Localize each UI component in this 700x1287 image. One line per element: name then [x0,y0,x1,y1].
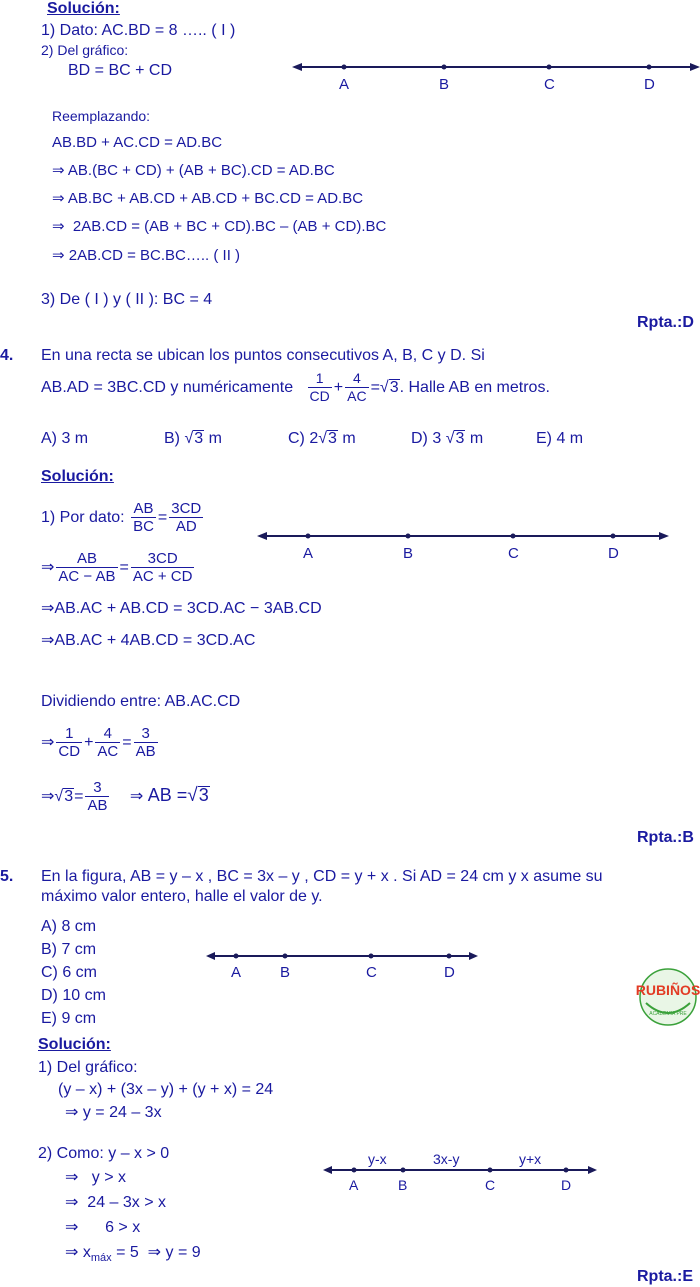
sqrt-icon: √ [445,430,455,447]
right-arrow-icon: ⇒ [65,1244,83,1261]
step-final: ⇒√3= $\frac{3}{AB}$ ⇒ AB =√3 [41,779,209,815]
del-grafico-line: 2) Del gráfico: [41,42,129,58]
fraction-3-ab: $\frac{3}{AB}$ [87,779,108,815]
right-arrow-icon: ⇒ [65,1194,88,1211]
number-line-5a [206,946,478,984]
label-c: C [485,1177,496,1193]
option-e: E) 9 cm [41,1010,97,1027]
label-d: D [644,76,655,93]
y-equation: ⇒ y = 24 – 3x [65,1104,162,1121]
arrow-right-icon [469,952,478,960]
right-arrow-icon: ⇒ [52,247,69,264]
ineq-2: ⇒ 24 – 3x > x [65,1194,167,1211]
answer-5: Rpta.:E [637,1268,693,1285]
fraction-1-cd: $\frac{1}{CD}$ [58,725,81,761]
solucion-heading-3: Solución: [47,0,120,17]
step-divide: ⇒ $\frac{1}{CD}$ + $\frac{4}{AC}$ = $\frac{3}{AB}$ [41,725,156,761]
solucion-heading-4: Solución: [41,468,114,485]
label-d: D [561,1177,572,1193]
logo-sub: ACADEMIA PRE [649,1011,687,1017]
segment-ab-label: y-x [368,1151,387,1167]
right-arrow-icon: ⇒ [65,1104,83,1121]
fraction-ab-bc: $\frac{AB}{BC}$ [133,500,154,536]
equation-3: ⇒ AB.BC + AB.CD + AB.CD + BC.CD = AD.BC [52,190,364,207]
label-a: A [339,76,350,93]
del-grafico-5: 1) Del gráfico: [38,1059,138,1076]
option-c: C) 2√3 m [288,430,356,447]
sqrt-icon: √ [54,788,64,805]
step-simplify: ⇒AB.AC + 4AB.CD = 3CD.AC [41,632,256,649]
right-arrow-icon: ⇒ [52,190,68,207]
conclusion-line: 3) De ( I ) y ( II ): BC = 4 [41,291,213,308]
como-line: 2) Como: y – x > 0 [38,1145,170,1162]
number-line-5b [323,1148,597,1194]
fraction-1-cd: $\frac{1}{CD}$ [309,370,330,405]
arrow-left-icon [292,63,302,71]
right-arrow-icon: ⇒ [41,788,55,805]
label-b: B [280,964,291,981]
label-b: B [439,76,450,93]
arrow-right-icon [588,1166,597,1174]
fraction-4-ac: $\frac{4}{AC}$ [97,725,119,761]
right-arrow-icon: ⇒ [41,559,55,576]
point-c [369,954,374,959]
point-b [283,954,288,959]
label-b: B [403,545,414,562]
right-arrow-icon: ⇒ [65,1219,106,1236]
point-d [447,954,452,959]
ineq-1: ⇒ y > x [65,1169,126,1186]
point-c [511,534,516,539]
option-c: C) 6 cm [41,964,97,981]
answer-3: Rpta.:D [637,314,694,331]
point-a [342,65,347,70]
sqrt-icon: √ [187,785,198,806]
problem-number-4: 4. [0,347,14,364]
equation-2: ⇒ AB.(BC + CD) + (AB + BC).CD = AD.BC [52,162,335,179]
right-arrow-icon: ⇒ [52,162,68,179]
statement-line-2: AB.AD = 3BC.CD y numéricamente $\frac{1}{CD}$ + $\frac{4}{AC}$ =√3. Halle AB en metros. [41,370,550,405]
label-a: A [303,545,314,562]
dividiendo-line: Dividiendo entre: AB.AC.CD [41,693,241,710]
option-d: D) 10 cm [41,987,106,1004]
equation-5: ⇒ 2AB.CD = BC.BC….. ( II ) [52,247,241,264]
ineq-3: ⇒ 6 > x [65,1219,141,1236]
point-a [234,954,239,959]
point-b [442,65,447,70]
right-arrow-icon: ⇒ [65,1169,92,1186]
fraction-ab-ac-ab: $\frac{AB}{AC - AB}$ [58,550,116,586]
arrow-left-icon [206,952,215,960]
arrow-right-icon [659,532,669,540]
step-expand: ⇒AB.AC + AB.CD = 3CD.AC − 3AB.CD [41,600,322,617]
point-a [352,1168,357,1173]
right-arrow-icon: ⇒ [41,600,55,617]
sqrt-icon: √ [318,430,328,447]
solucion-heading-5: Solución: [38,1036,111,1053]
right-arrow-icon: ⇒ [41,734,55,751]
sum-equation: (y – x) + (3x – y) + (y + x) = 24 [58,1081,274,1098]
point-b [406,534,411,539]
sqrt-icon: √ [184,430,194,447]
label-c: C [544,76,555,93]
statement-line-1: En una recta se ubican los puntos consecutivos A, B, C y D. Si [41,347,485,364]
x-max-line: ⇒ $x_{máx} = 5$ ⇒ y = 9 [65,1244,201,1265]
sqrt-icon: √ [379,379,389,396]
dato-line: 1) Dato: AC.BD = 8 ….. ( I ) [41,22,236,39]
right-arrow-icon: ⇒ [147,1244,166,1261]
rubinos-logo-icon [636,965,700,1029]
option-b: B) 7 cm [41,941,97,958]
label-a: A [231,964,242,981]
arrow-right-icon [690,63,700,71]
label-c: C [508,545,519,562]
point-b [401,1168,406,1173]
option-d: D) 3 √3 m [411,430,484,447]
label-b: B [398,1177,408,1193]
label-d: D [444,964,455,981]
point-c [488,1168,493,1173]
point-d [647,65,652,70]
fraction-3-ab: $\frac{3}{AB}$ [135,725,156,761]
label-d: D [608,545,619,562]
statement-5-line-1: En la figura, AB = y – x , BC = 3x – y , CD = y + x . Si AD = 24 cm y x asume su [41,868,603,885]
problem-number-5: 5. [0,868,14,885]
reemplazando-label: Reemplazando: [52,108,151,124]
segment-bc-label: 3x-y [433,1151,460,1167]
right-arrow-icon: ⇒ [52,218,73,235]
fraction-3cd-ac-cd: $\frac{3CD}{AC + CD}$ [132,550,193,586]
point-d [564,1168,569,1173]
segment-cd-label: y+x [519,1151,542,1167]
fraction-4-ac: $\frac{4}{AC}$ [347,370,367,405]
equation-4: ⇒ 2AB.CD = (AB + BC + CD).BC – (AB + CD).BC [52,218,387,235]
arrow-left-icon [257,532,267,540]
point-c [547,65,552,70]
answer-4: Rpta.:B [637,829,694,846]
label-a: A [349,1177,359,1193]
option-a: A) 3 m [41,430,89,447]
logo-name: RUBIÑOS [636,982,700,998]
por-dato-line: 1) Por dato: $\frac{AB}{BC}$ = $\frac{3CD}{AD}$ [41,500,202,536]
bd-equation: BD = BC + CD [68,62,173,79]
fraction-3cd-ad: $\frac{3CD}{AD}$ [171,500,202,536]
label-c: C [366,964,377,981]
equation-1: AB.BD + AC.CD = AD.BC [52,134,223,151]
point-a [306,534,311,539]
point-d [611,534,616,539]
number-line-4 [257,525,669,563]
arrow-left-icon [323,1166,332,1174]
step-fraction: ⇒ $\frac{AB}{AC - AB}$ = $\frac{3CD}{AC + CD}$ [41,550,193,586]
right-arrow-icon: ⇒ [41,632,55,649]
option-a: A) 8 cm [41,918,97,935]
option-b: B) √3 m [164,430,222,447]
right-arrow-icon: ⇒ [129,788,144,805]
number-line-3 [292,56,700,96]
option-e: E) 4 m [536,430,584,447]
statement-5-line-2: máximo valor entero, halle el valor de y. [41,888,323,905]
